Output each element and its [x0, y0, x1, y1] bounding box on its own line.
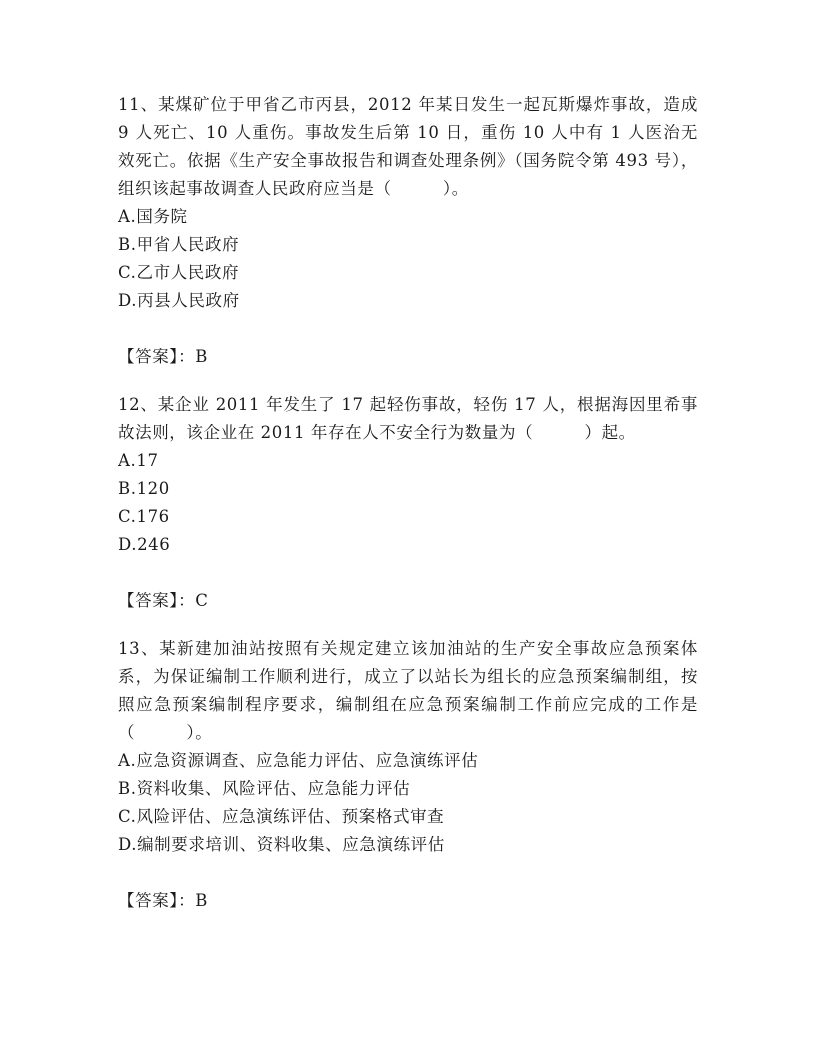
- option-a: A.17: [118, 451, 159, 470]
- spacer: [118, 371, 698, 391]
- spacer: [118, 559, 698, 587]
- spacer: [118, 615, 698, 635]
- option-b: B.资料收集、风险评估、应急能力评估: [118, 779, 411, 798]
- option-b: B.甲省人民政府: [118, 235, 240, 254]
- question-text: 12、某企业 2011 年发生了 17 起轻伤事故，轻伤 17 人，根据海因里希事故法则，该企业在 2011 年存在人不安全行为数量为（ ）起。: [118, 395, 698, 442]
- question-text: 11、某煤矿位于甲省乙市丙县，2012 年某日发生一起瓦斯爆炸事故，造成 9 人死亡、10 人重伤。事故发生后第 10 日，重伤 10 人中有 1 人医治无效死亡。依据《生产安全事故报告和调查处理条例》（国务院令第 493 号），组织该起事故调查人民政府应当是（ ）。: [118, 95, 698, 198]
- option-d: D.246: [118, 535, 171, 554]
- question-13: [118, 635, 698, 915]
- spacer: [118, 315, 698, 343]
- answer-label: 【答案】：C: [118, 591, 209, 610]
- question-12: [118, 391, 698, 635]
- option-c: C.176: [118, 507, 170, 526]
- answer-label: 【答案】：B: [118, 347, 208, 366]
- option-a: A.国务院: [118, 207, 188, 226]
- document-page: [118, 91, 698, 915]
- spacer: [118, 859, 698, 887]
- answer-label: 【答案】：B: [118, 891, 208, 910]
- option-c: C.乙市人民政府: [118, 263, 240, 282]
- question-text: 13、某新建加油站按照有关规定建立该加油站的生产安全事故应急预案体系，为保证编制工作顺利进行，成立了以站长为组长的应急预案编制组，按照应急预案编制程序要求，编制组在应急预案编制工作前应完成的工作是（ ）。: [118, 639, 698, 742]
- option-b: B.120: [118, 479, 170, 498]
- option-c: C.风险评估、应急演练评估、预案格式审查: [118, 807, 445, 826]
- question-11: [118, 91, 698, 391]
- option-d: D.丙县人民政府: [118, 291, 240, 310]
- option-a: A.应急资源调查、应急能力评估、应急演练评估: [118, 751, 479, 770]
- option-d: D.编制要求培训、资料收集、应急演练评估: [118, 835, 445, 854]
